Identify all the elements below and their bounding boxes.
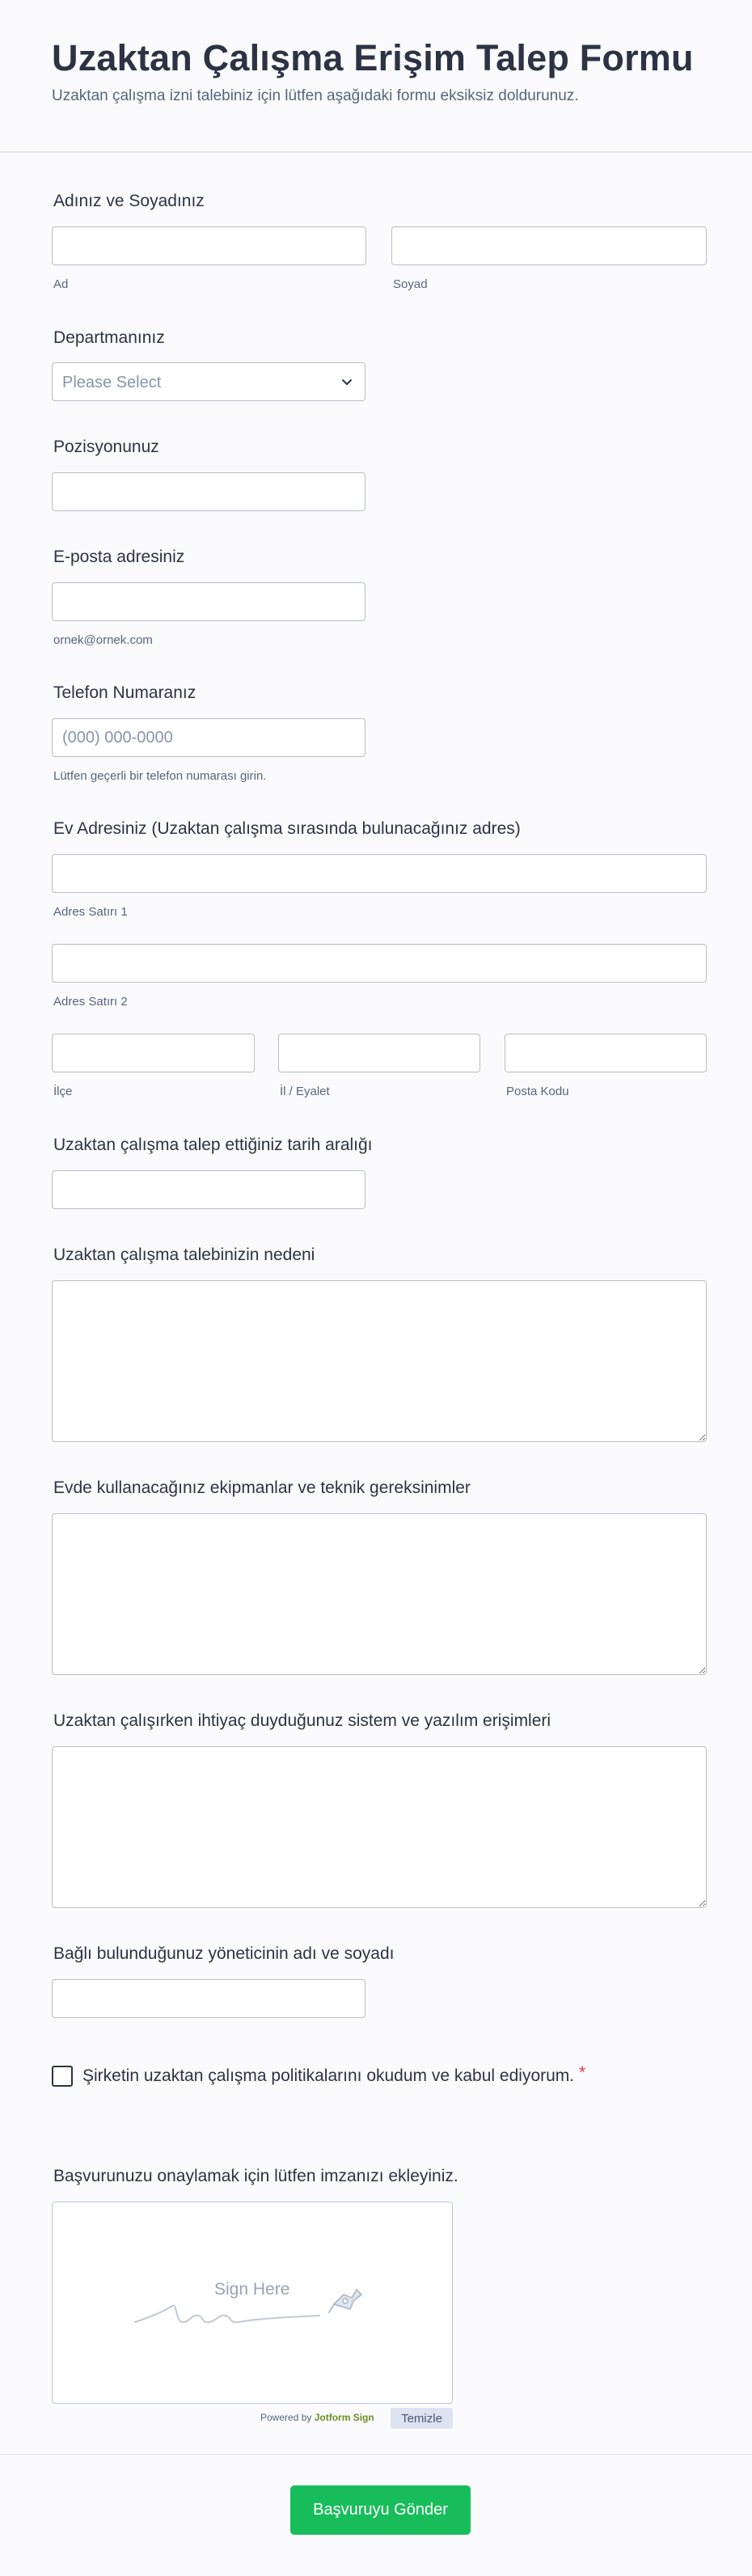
address-line2-input[interactable] (52, 944, 707, 983)
footer-divider (0, 2454, 752, 2455)
first-name-input[interactable] (52, 226, 366, 265)
email-input[interactable] (52, 582, 365, 621)
systems-textarea[interactable] (52, 1746, 707, 1908)
signature-pad[interactable] (52, 2202, 453, 2404)
reason-label: Uzaktan çalışma talebinizin nedeni (53, 1246, 315, 1264)
address-line1-sublabel: Adres Satırı 1 (53, 905, 128, 919)
signature-label: Başvurunuzu onaylamak için lütfen imzanızı ekleyiniz. (53, 2167, 458, 2185)
phone-sublabel: Lütfen geçerli bir telefon numarası girin. (53, 769, 267, 783)
phone-label: Telefon Numaranız (53, 683, 196, 702)
province-input[interactable] (278, 1034, 480, 1072)
last-name-input[interactable] (391, 226, 707, 265)
date-range-input[interactable] (52, 1170, 365, 1209)
name-label: Adınız ve Soyadınız (53, 192, 205, 210)
position-input[interactable] (52, 472, 365, 511)
email-label: E-posta adresiniz (53, 548, 185, 566)
position-label: Pozisyonunuz (53, 438, 159, 456)
submit-button[interactable]: Başvuruyu Gönder (290, 2485, 471, 2535)
district-sublabel: İlçe (53, 1085, 73, 1098)
district-input[interactable] (52, 1034, 255, 1072)
equipment-textarea[interactable] (52, 1513, 707, 1675)
systems-label: Uzaktan çalışırken ihtiyaç duyduğunuz sistem ve yazılım erişimleri (53, 1711, 551, 1730)
signature-placeholder: Sign Here (214, 2280, 290, 2299)
address-line1-input[interactable] (52, 854, 707, 893)
department-select-placeholder: Please Select (62, 374, 162, 391)
postal-code-input[interactable] (505, 1034, 707, 1072)
powered-by-brand: Jotform Sign (314, 2412, 374, 2423)
form-title: Uzaktan Çalışma Erişim Talep Formu (52, 37, 694, 78)
required-star: * (579, 2063, 586, 2082)
clear-signature-button[interactable]: Temizle (391, 2408, 453, 2429)
policy-checkbox-label[interactable]: Şirketin uzaktan çalışma politikalarını okudum ve kabul ediyorum. (82, 2066, 575, 2085)
first-name-sublabel: Ad (53, 277, 69, 291)
phone-input[interactable] (52, 718, 365, 757)
address-line2-sublabel: Adres Satırı 2 (53, 995, 128, 1009)
address-label: Ev Adresiniz (Uzaktan çalışma sırasında bulunacağınız adres) (53, 819, 521, 838)
manager-input[interactable] (52, 1979, 365, 2018)
department-select[interactable] (52, 362, 365, 401)
pen-icon (327, 2280, 365, 2316)
powered-by-text: Powered by (260, 2412, 312, 2423)
province-sublabel: İl / Eyalet (280, 1085, 330, 1098)
policy-checkbox[interactable] (52, 2066, 73, 2087)
header-divider (0, 151, 752, 153)
manager-label: Bağlı bulunduğunuz yöneticinin adı ve soyadı (53, 1944, 395, 1963)
equipment-label: Evde kullanacağınız ekipmanlar ve teknik gereksinimler (53, 1478, 471, 1497)
form-header (0, 0, 752, 152)
date-range-label: Uzaktan çalışma talep ettiğiniz tarih aralığı (53, 1136, 373, 1154)
department-label: Departmanınız (53, 328, 165, 347)
email-sublabel: ornek@ornek.com (53, 633, 153, 647)
powered-by (260, 2412, 374, 2423)
postal-code-sublabel: Posta Kodu (506, 1085, 569, 1098)
reason-textarea[interactable] (52, 1280, 707, 1442)
form-subtitle: Uzaktan çalışma izni talebiniz için lütfen aşağıdaki formu eksiksiz doldurunuz. (52, 87, 579, 104)
last-name-sublabel: Soyad (393, 277, 428, 291)
chevron-down-icon (339, 374, 355, 391)
